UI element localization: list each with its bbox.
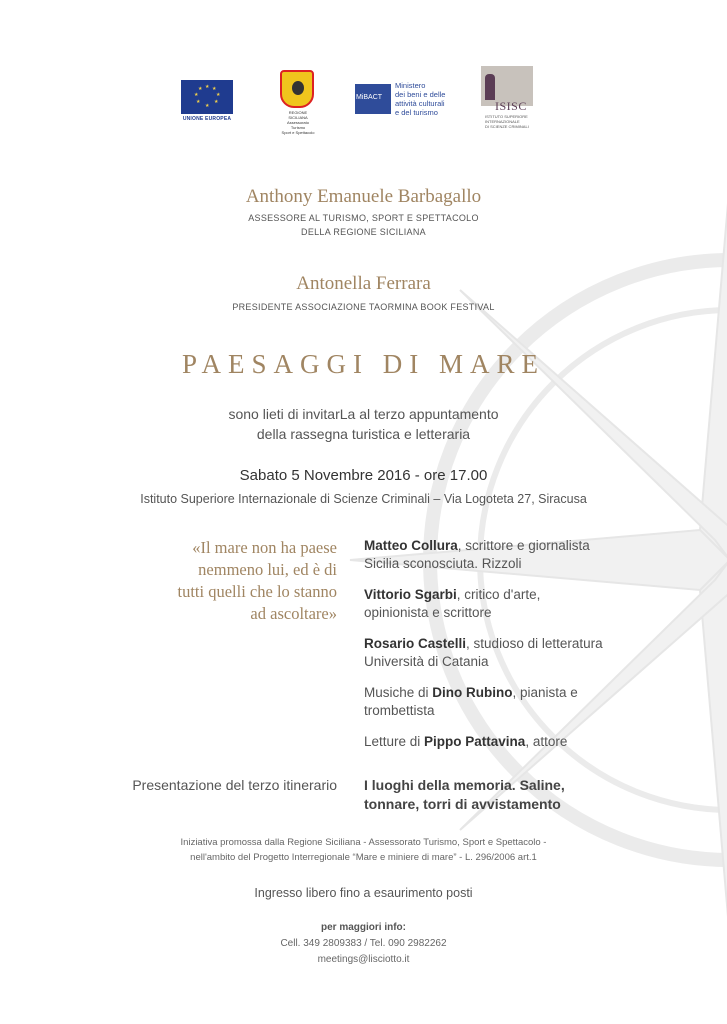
event-date: Sabato 5 Novembre 2016 - ore 17.00 — [239, 467, 488, 484]
trinacria-shield-icon — [280, 70, 314, 108]
mibact-mark-icon: MiBACT — [355, 84, 391, 114]
eu-logo — [181, 80, 233, 122]
email-address: meetings@lisciotto.it — [317, 954, 410, 965]
presentation-label: Presentazione del terzo itinerario — [132, 777, 337, 793]
quote: «Il mare non ha paese nemmeno lui, ed è di tutti quelli che lo stanno ad ascoltare» — [177, 538, 337, 623]
phone-numbers: Cell. 349 2809383 / Tel. 090 2982262 — [280, 938, 447, 949]
event-title: PAESAGGI DI MARE — [181, 349, 546, 379]
entry-note: Ingresso libero fino a esaurimento posti — [254, 886, 473, 900]
mibact-logo — [355, 79, 455, 119]
isisc-logo: ISISC ISTITUTO SUPERIORE INTERNAZIONALE DI SCIENZE CRIMINALI — [481, 66, 536, 136]
readings-item: Letture di Pippo Pattavina, attore — [364, 734, 568, 749]
host1-role: ASSESSORE AL TURISMO, SPORT E SPETTACOLO DELLA REGIONE SICILIANA — [248, 213, 479, 237]
host2-role: PRESIDENTE ASSOCIAZIONE TAORMINA BOOK FESTIVAL — [232, 302, 495, 312]
info-label: per maggiori info: — [321, 922, 406, 933]
speaker-item: Rosario Castelli, studioso di letteratura Università di Catania — [364, 636, 603, 669]
speakers-list — [364, 537, 664, 764]
music-item: Musiche di Dino Rubino, pianista e trombettista — [364, 685, 578, 718]
eu-flag-icon: ★ ★ ★ ★ ★ ★ ★ ★ — [181, 80, 233, 114]
contact-info — [0, 920, 727, 968]
initiative-note: Iniziativa promossa dalla Regione Siciliana - Assessorato Turismo, Sport e Spettacolo - nell'ambito del Progetto Interregionale “Mare e miniere di mare” - L. 296/2006 art.1 — [180, 837, 547, 863]
eu-caption: UNIONE EUROPEA — [182, 116, 232, 122]
sponsor-logos — [0, 66, 727, 140]
regione-siciliana-logo — [280, 70, 316, 135]
invitation-text: sono lieti di invitarLa al terzo appuntamento della rassegna turistica e letteraria — [228, 406, 499, 442]
host1-name: Anthony Emanuele Barbagallo — [245, 186, 482, 207]
speaker-item: Matteo Collura, scrittore e giornalista Sicilia sconosciuta. Rizzoli — [364, 538, 590, 571]
mibact-text: Ministero dei beni e delle attività culturali e del turismo — [395, 81, 446, 117]
speaker-item: Vittorio Sgarbi, critico d'arte, opinionista e scrittore — [364, 587, 541, 620]
regione-caption: REGIONE SICILIANA Assessorato Turismo Sport e Spettacolo — [281, 110, 315, 135]
presentation-title: I luoghi della memoria. Saline, tonnare, torri di avvistamento — [364, 777, 565, 812]
host2-name: Antonella Ferrara — [296, 273, 431, 294]
event-venue: Istituto Superiore Internazionale di Scienze Criminali – Via Logoteta 27, Siracusa — [140, 492, 587, 506]
